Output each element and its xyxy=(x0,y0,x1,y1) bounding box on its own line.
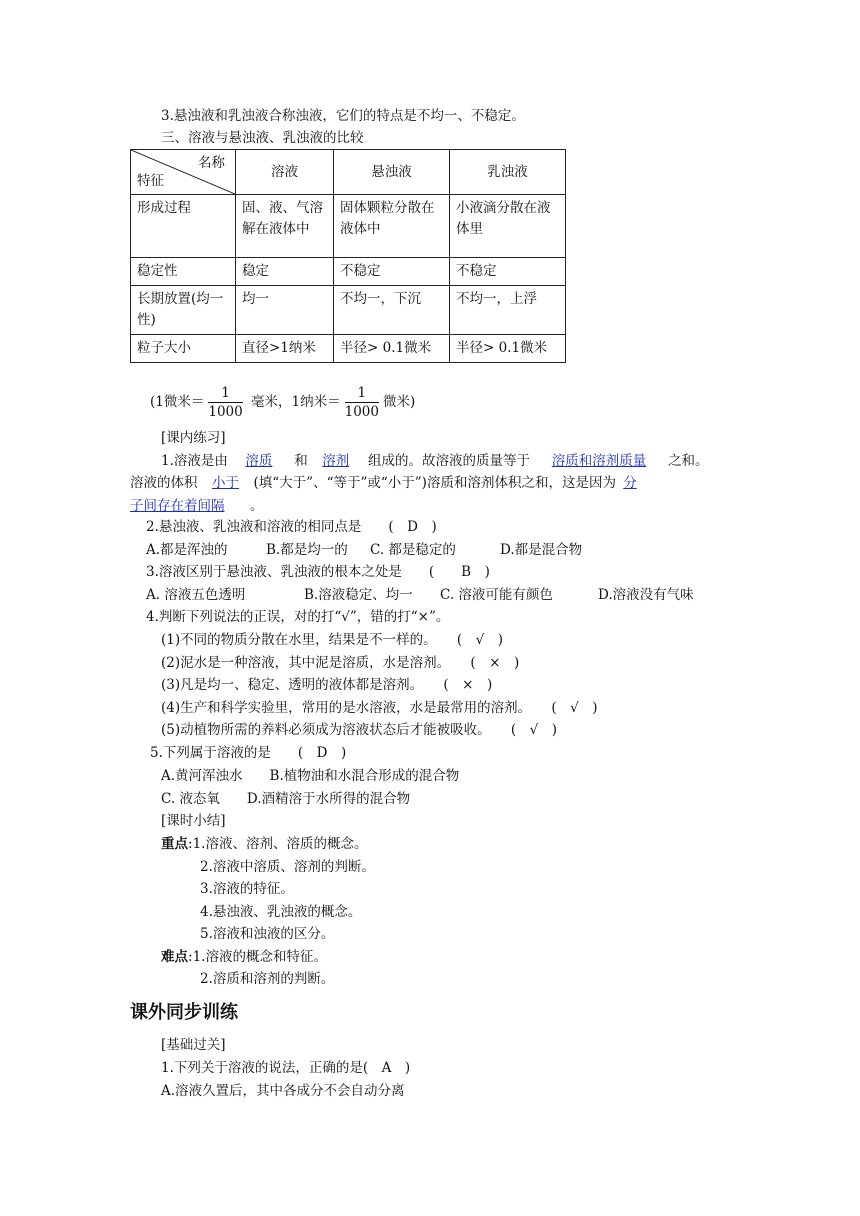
table-cell: 不稳定 xyxy=(334,258,450,286)
q1-blank-reason-start: 分 xyxy=(623,475,637,491)
comparison-table xyxy=(130,149,566,363)
table-cell: 稳定 xyxy=(236,258,334,286)
table-cell: 不均一，上浮 xyxy=(450,286,566,335)
hard-item: 2.溶质和溶剂的判断。 xyxy=(200,971,335,987)
summary-hard-line xyxy=(161,947,327,967)
option-d: D.溶液没有气味 xyxy=(598,587,694,603)
key-item: 3.溶液的特征。 xyxy=(200,881,294,897)
difficult-points-label: 难点 xyxy=(161,949,188,965)
unit-mid: 毫米，1纳米＝ xyxy=(251,394,341,410)
fraction-numerator: 1 xyxy=(345,384,379,403)
table-cell: 固、液、气溶解在液体中 xyxy=(236,195,334,258)
table-cell: 固体颗粒分散在液体中 xyxy=(334,195,450,258)
practice-q2: 2.悬浊液、乳浊液和溶液的相同点是 ( D ) xyxy=(146,519,437,535)
unit-suffix: 微米) xyxy=(382,394,416,410)
option-b: B.溶液稳定、均一 xyxy=(304,587,413,603)
table-cell: 不稳定 xyxy=(450,258,566,286)
practice-q1-line2 xyxy=(130,473,644,493)
option-a: A. 溶液五色透明 xyxy=(146,587,246,603)
table-row xyxy=(131,335,566,363)
table-cell: 直径>1纳米 xyxy=(236,335,334,363)
table-row xyxy=(131,195,566,258)
summary-key-line xyxy=(161,834,367,854)
row-feature-label: 稳定性 xyxy=(131,258,236,286)
header-emulsion: 乳浊液 xyxy=(450,150,566,195)
table-cell: 半径> 0.1微米 xyxy=(450,335,566,363)
practice-q5-options-2: C. 液态氧 D.酒精溶于水所得的混合物 xyxy=(161,791,411,807)
key-item: 4.悬浊液、乳浊液的概念。 xyxy=(200,904,362,920)
corner-name-label: 名称 xyxy=(198,155,225,171)
fraction-mm xyxy=(208,384,242,421)
intro-line-3: 3.悬浊液和乳浊液合称浊液，它们的特点是不均一、不稳定。 xyxy=(161,108,525,124)
section-heading-after-class: 课外同步训练 xyxy=(130,1002,238,1023)
practice-q4: 4.判断下列说法的正误，对的打“√”，错的打“×”。 xyxy=(146,609,450,625)
q1-blank-volume: 小于 xyxy=(212,475,239,491)
unit-conversion xyxy=(150,382,415,422)
q1-text: 溶液的体积 xyxy=(130,475,198,491)
practice-q3: 3.溶液区别于悬浊液、乳浊液的根本之处是 ( B ) xyxy=(146,564,490,580)
hard-item: 1.溶液的概念和特征。 xyxy=(192,949,327,965)
fraction-numerator: 1 xyxy=(208,384,242,403)
row-feature-label: 形成过程 xyxy=(131,195,236,258)
practice-q5-options-1: A.黄河浑浊水 B.植物油和水混合形成的混合物 xyxy=(161,768,460,784)
fraction-denominator: 1000 xyxy=(344,404,379,420)
practice-q5: 5.下列属于溶液的是 ( D ) xyxy=(150,745,347,761)
table-cell: 不均一，下沉 xyxy=(334,286,450,335)
q1-text: 1.溶液是由 xyxy=(161,453,228,469)
q1-text: 和 xyxy=(294,453,308,469)
practice-q1-line1 xyxy=(161,451,708,471)
summary-title: [课时小结] xyxy=(161,813,226,829)
basic-q1: 1.下列关于溶液的说法，正确的是( A ) xyxy=(161,1060,411,1076)
key-item: 5.溶液和浊液的区分。 xyxy=(200,926,335,942)
q4-item-4: (4)生产和科学实验里，常用的是水溶液，水是最常用的溶剂。 ( √ ) xyxy=(161,700,598,716)
q1-blank-mass: 溶质和溶剂质量 xyxy=(551,453,647,469)
q1-text: (填“大于”、“等于”或“小于”)溶质和溶剂体积之和，这是因为 xyxy=(253,475,616,491)
q1-blank-solvent: 溶剂 xyxy=(322,453,350,469)
key-item: 2.溶液中溶质、溶剂的判断。 xyxy=(200,859,375,875)
table-cell: 均一 xyxy=(236,286,334,335)
table-cell: 半径> 0.1微米 xyxy=(334,335,450,363)
q4-item-1: (1)不同的物质分散在水里，结果是不一样的。 ( √ ) xyxy=(161,632,504,648)
header-suspension: 悬浊液 xyxy=(334,150,450,195)
corner-feature-label: 特征 xyxy=(137,173,164,189)
practice-title: [课内练习] xyxy=(161,430,226,446)
table-row xyxy=(131,286,566,335)
key-points-label: 重点 xyxy=(161,836,188,852)
header-solution: 溶液 xyxy=(236,150,334,195)
basic-q1-option-a: A.溶液久置后，其中各成分不会自动分离 xyxy=(161,1083,405,1099)
q1-blank-solute: 溶质 xyxy=(245,453,273,469)
option-a: A.都是浑浊的 xyxy=(146,542,228,558)
colon: : xyxy=(188,836,193,852)
table-cell: 小液滴分散在液体里 xyxy=(450,195,566,258)
colon: : xyxy=(188,949,193,965)
q1-text: 。 xyxy=(250,498,264,514)
option-b: B.都是均一的 xyxy=(266,542,348,558)
q4-item-3: (3)凡是均一、稳定、透明的液体都是溶剂。 ( × ) xyxy=(161,677,493,693)
fraction-denominator: 1000 xyxy=(208,404,243,420)
section-heading-comparison: 三、溶液与悬浊液、乳浊液的比较 xyxy=(161,130,364,146)
q4-item-5: (5)动植物所需的养料必须成为溶液状态后才能被吸收。 ( √ ) xyxy=(161,722,558,738)
q1-text: 组成的。故溶液的质量等于 xyxy=(367,453,530,469)
key-item: 1.溶液、溶剂、溶质的概念。 xyxy=(192,836,368,852)
unit-prefix: (1微米＝ xyxy=(150,394,205,410)
table-header-row xyxy=(131,150,566,195)
option-c: C. 都是稳定的 xyxy=(370,542,456,558)
row-feature-label: 粒子大小 xyxy=(131,335,236,363)
q4-item-2: (2)泥水是一种溶液，其中泥是溶质，水是溶剂。 ( × ) xyxy=(161,655,520,671)
practice-q1-line3 xyxy=(130,496,264,516)
table-row xyxy=(131,258,566,286)
basic-title: [基础过关] xyxy=(161,1037,226,1053)
option-c: C. 溶液可能有颜色 xyxy=(440,587,553,603)
option-d: D.都是混合物 xyxy=(500,542,583,558)
q1-blank-reason-end: 子间存在着间隔 xyxy=(130,498,225,514)
q1-text: 之和。 xyxy=(667,453,709,469)
row-feature-label: 长期放置(均一性) xyxy=(131,286,236,335)
table-corner-cell xyxy=(131,150,236,195)
fraction-um xyxy=(345,384,379,421)
